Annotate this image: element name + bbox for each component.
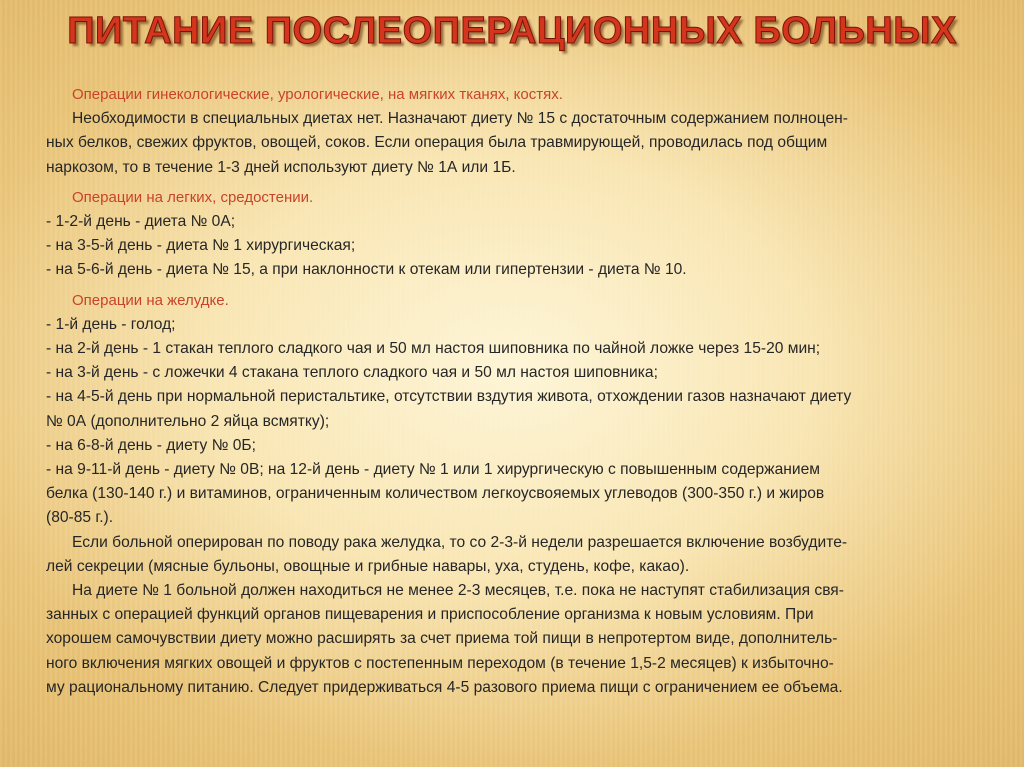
list-item: - на 2-й день - 1 стакан теплого сладкого чая и 50 мл настоя шиповника по чайной ложке через 15-20 мин;	[46, 340, 821, 358]
paragraph-line: Если больной оперирован по поводу рака желудка, то со 2-3-й недели разрешается включение возбудите-	[72, 533, 848, 551]
paragraph-line: наркозом, то в течение 1-3 дней используют диету № 1А или 1Б.	[46, 158, 516, 176]
slide-title: ПИТАНИЕ ПОСЛЕОПЕРАЦИОННЫХ БОЛЬНЫХ	[67, 10, 957, 52]
list-item-continuation: № 0А (дополнительно 2 яйца всмятку);	[46, 412, 330, 430]
list-item: - 1-й день - голод;	[46, 315, 176, 333]
section-heading: Операции гинекологические, урологические, на мягких тканях, костях.	[72, 86, 563, 103]
list-item-continuation: (80-85 г.).	[46, 509, 114, 527]
list-item: - на 3-5-й день - диета № 1 хирургическая;	[46, 237, 356, 255]
section-stomach	[46, 289, 996, 700]
paragraph-line: На диете № 1 больной должен находиться не менее 2-3 месяцев, т.е. пока не наступят стабилизация свя-	[72, 582, 844, 600]
paragraph-line: занных с операцией функций органов пищеварения и приспособление организма к новым условиям. При	[46, 606, 814, 624]
paragraph-line: хорошем самочувствии диету можно расширять за счет приема той пищи в непротертом виде, дополнитель-	[46, 630, 838, 648]
list-item: - на 6-8-й день - диету № 0Б;	[46, 436, 256, 454]
list-item: - на 5-6-й день - диета № 15, а при наклонности к отекам или гипертензии - диета № 10.	[46, 261, 687, 279]
slide-content	[46, 83, 996, 700]
paragraph-line: му рациональному питанию. Следует придерживаться 4-5 разового приема пищи с ограничением ее объема.	[46, 678, 843, 696]
list-item: - на 9-11-й день - диету № 0В; на 12-й день - диету № 1 или 1 хирургическую с повышенным содержанием	[46, 461, 820, 479]
section-heading: Операции на желудке.	[72, 291, 229, 309]
section-heading: Операции на легких, средостении.	[72, 188, 314, 206]
paragraph-line: ного включения мягких овощей и фруктов с постепенным переходом (в течение 1,5-2 месяцев) к избыточно-	[46, 654, 834, 672]
list-item: - на 4-5-й день при нормальной перистальтике, отсутствии вздутия живота, отхождении газов назначают диету	[46, 388, 852, 406]
list-item: - 1-2-й день - диета № 0А;	[46, 213, 236, 231]
section-lungs	[46, 186, 996, 283]
paragraph-line: ных белков, свежих фруктов, овощей, соков. Если операция была травмирующей, проводилась под общим	[46, 134, 828, 152]
list-item: - на 3-й день - с ложечки 4 стакана теплого сладкого чая и 50 мл настоя шиповника;	[46, 364, 658, 382]
section-gynecology	[46, 83, 996, 180]
list-item-continuation: белка (130-140 г.) и витаминов, ограниченным количеством легкоусвояемых углеводов (300-350 г.) и жиров	[46, 485, 825, 503]
paragraph-line: Необходимости в специальных диетах нет. Назначают диету № 15 с достаточным содержанием полноцен-	[72, 110, 848, 128]
paragraph-line: лей секреции (мясные бульоны, овощные и грибные навары, уха, студень, кофе, какао).	[46, 557, 690, 575]
